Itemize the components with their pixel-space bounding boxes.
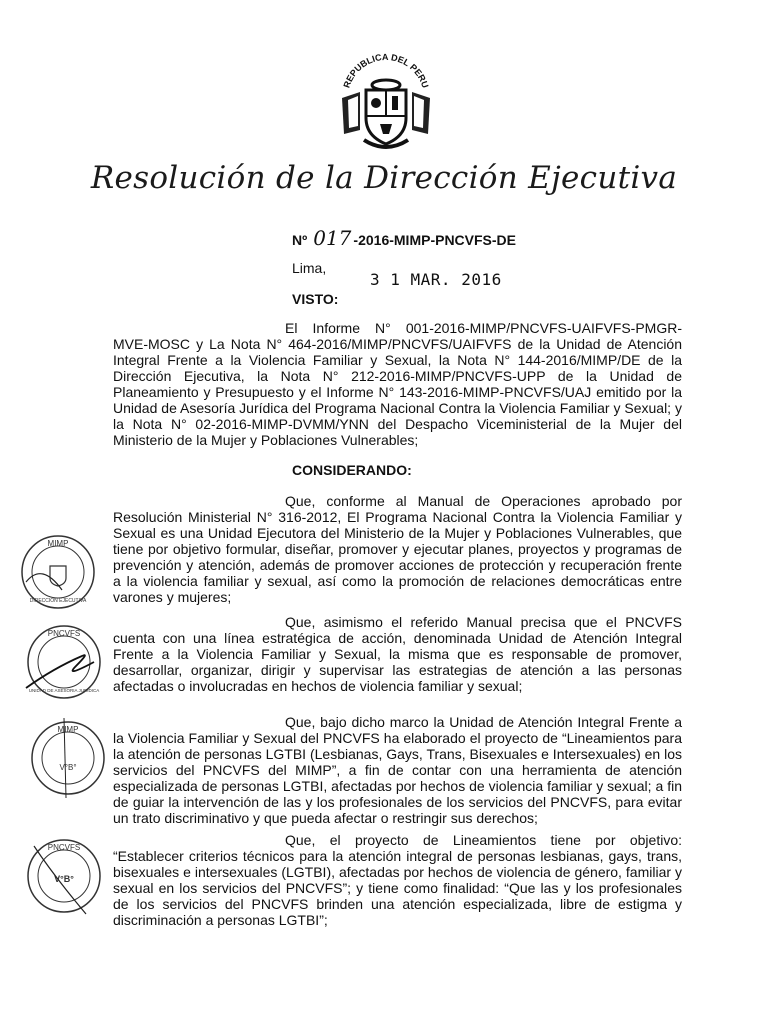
seal-stamp-asesoria-juridica: [24, 622, 104, 702]
svg-text:REPUBLICA DEL PERU: [341, 52, 430, 89]
seal-text: V°B°: [59, 763, 77, 772]
paragraph-text: Que, asimismo el referido Manual precisa que el PNCVFS cuenta con una línea estratégica de acción, denominada Unidad de Atención Integral Frente a la Violencia Familiar y Sexual, la misma que es responsable de promover, desarrollar, organizar, dirigir y supervisar las estrategias de atención a las personas afectadas o involucradas en hechos de violencia familiar y sexual;: [113, 614, 682, 694]
seal-stamp-vb-2: [24, 836, 104, 916]
seal-label: PNCVFS: [47, 629, 81, 638]
date-stamp: 3 1 MAR. 2016: [370, 270, 502, 289]
paragraph-visto-text: El Informe N° 001-2016-MIMP/PNCVFS-UAIFVFS-PMGR-MVE-MOSC y La Nota N° 464-2016/MIMP/PNCVFS/UAIFVFS de la Unidad de Atención Integral Frente a la Violencia Familiar y Sexual, la Nota N° 144-2016/MIMP/DE de la Dirección Ejecutiva, la Nota N° 212-2016-MIMP/PNCVFS-UPP de la Unidad de Planeamiento y Presupuesto y el Informe N° 143-2016-MIMP-PNCVFS/UAJ emitido por la Unidad de Asesoría Jurídica del Programa Nacional Contra la Violencia Familiar y Sexual; y la Nota N° 02-2016-MIMP-DVMM/YNN del Despacho Viceministerial de la Mujer del Ministerio de la Mujer y Poblaciones Vulnerables;: [113, 320, 682, 448]
considerando-heading: CONSIDERANDO:: [292, 462, 412, 478]
seal-label: PNCVFS: [47, 843, 81, 852]
place-label: Lima,: [292, 260, 327, 276]
paragraph-considerando-3: [113, 714, 682, 826]
paragraph-considerando-4: [113, 832, 682, 928]
seal-label: MIMP: [47, 539, 69, 548]
seal-text: DIRECCION EJECUTIVA: [29, 598, 87, 604]
visto-heading: VISTO:: [292, 291, 339, 307]
peru-coat-of-arms-emblem: [334, 48, 438, 158]
paragraph-visto: [113, 320, 682, 448]
resolution-number: [292, 226, 516, 250]
paragraph-considerando-2: [113, 614, 682, 694]
paragraph-text: Que, bajo dicho marco la Unidad de Atención Integral Frente a la Violencia Familiar y Sexual del PNCVFS ha elaborado el proyecto de “Lineamientos para la atención de personas LGTBI (Lesbianas, Gays, Trans, Bisexuales e Intersexuales) en los servicios del PNCVFS del MIMP”, a fin de contar con una herramienta de atención especializada de personas LGTBI, afectadas por hechos de violencia familiar y sexual; a fin de guiar la intervención de las y los profesionales de los servicios del PNCVFS, para evitar un trato discriminativo y que pueda afectar o restringir sus derechos;: [113, 714, 682, 826]
seal-label: MIMP: [57, 725, 79, 734]
resolution-handwritten-number: 017: [313, 226, 352, 250]
seal-text: UNIDAD DE ASESORIA JURIDICA: [28, 688, 100, 693]
document-title: Resolución de la Dirección Ejecutiva: [90, 160, 678, 196]
seal-text: V°B°: [54, 874, 74, 884]
paragraph-considerando-1: [113, 493, 682, 605]
emblem-arc-text: REPUBLICA DEL PERU: [341, 51, 431, 90]
resolution-prefix: Nº: [292, 232, 308, 248]
paragraph-text: Que, conforme al Manual de Operaciones aprobado por Resolución Ministerial N° 316-2012, El Programa Nacional Contra la Violencia Familiar y Sexual es una Unidad Ejecutora del Ministerio de la Mujer y Poblaciones Vulnerables, que tiene por objetivo formular, diseñar, promover y ejecutar planes, proyectos y programas de prevención y atención, además de promover acciones de protección y recuperación frente a la violencia familiar y sexual, así como la promoción de relaciones democráticas entre varones y mujeres;: [113, 493, 682, 605]
seal-stamp-vb-1: [28, 718, 108, 798]
seal-stamp-direccion-ejecutiva: [18, 532, 98, 612]
resolution-suffix: -2016-MIMP-PNCVFS-DE: [353, 232, 517, 248]
paragraph-text: Que, el proyecto de Lineamientos tiene por objetivo: “Establecer criterios técnicos para la atención integral de personas lesbianas, gays, trans, bisexuales e intersexuales (LGTBI), afectadas por hechos de violencia de género, familiar y sexual en los servicios del PNCVFS”; y tiene como finalidad: “Que las y los profesionales de los servicios del PNCVFS brinden una atención especializada, libre de estigma y discriminación a personas LGTBI”;: [113, 832, 682, 928]
